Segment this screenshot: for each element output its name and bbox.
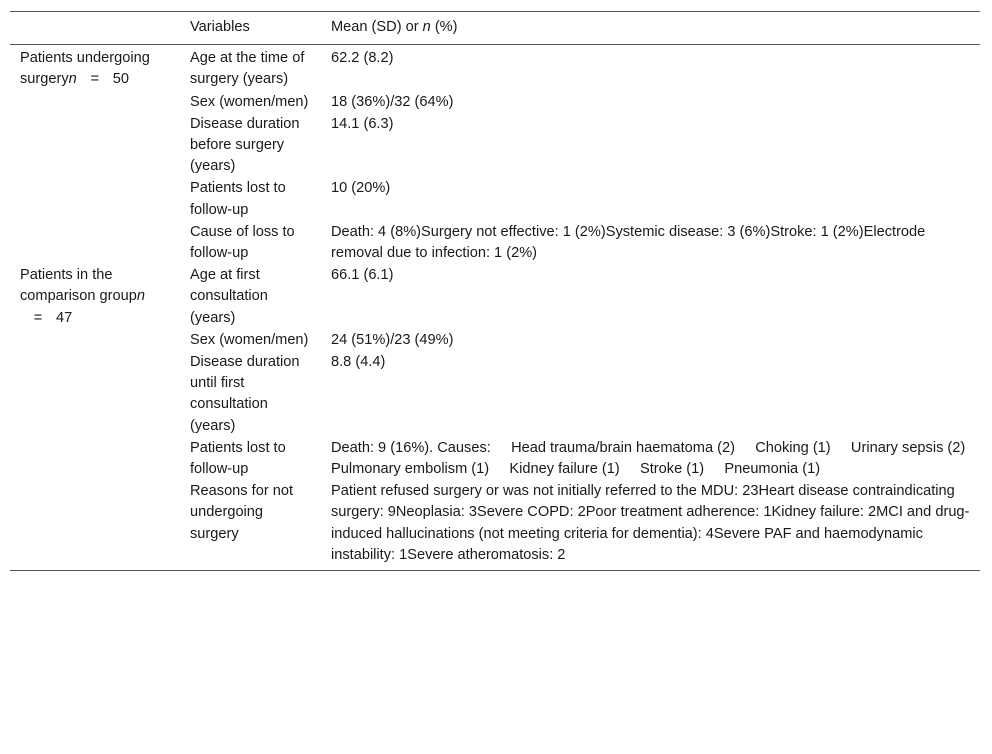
value-cell: 62.2 (8.2) (331, 50, 394, 67)
group-label-text: Patients undergoing surgery (20, 50, 150, 88)
group-equals: = (90, 71, 100, 88)
table-row (10, 264, 980, 329)
patient-characteristics-table (10, 11, 986, 571)
variable-cell: Age at the time of surgery (years) (190, 50, 305, 88)
value-cell: 14.1 (6.3) (331, 115, 394, 132)
data-table-container (10, 11, 986, 571)
value-cell: Death: 4 (8%)Surgery not effective: 1 (2%)Systemic disease: 3 (6%)Stroke: 1 (2%)Electrode removal due to infection: 1 (2%) (331, 223, 926, 262)
variable-cell: Cause of loss to follow-up (190, 223, 295, 262)
table-header (10, 12, 980, 45)
table-row (10, 45, 980, 91)
variable-cell: Disease duration before surgery (years) (190, 115, 300, 175)
variable-cell: Sex (women/men) (190, 93, 309, 110)
group-label-text: Patients in the comparison group (20, 267, 137, 305)
group-n-value: 47 (56, 309, 73, 326)
variable-cell: Reasons for not undergoing surgery (190, 483, 294, 542)
header-mean-text: Mean (SD) or (331, 19, 423, 35)
value-cell: Patient refused surgery or was not initially referred to the MDU: 23Heart disease contraindicating surgery: 9Neoplasia: 3Severe COPD: 2Poor treatment adherence: 1Kidney failure: 2MCI and drug-induced hallucinations (not meeting criteria for dementia): 4Severe PAF and haemodynamic instability: 1Severe atheromatosis: 2 (331, 483, 970, 563)
header-variables: Variables (190, 19, 250, 35)
value-cell: Death: 9 (16%). Causes: Head trauma/brain haematoma (2) Choking (1) Urinary sepsis (2) Pulmonary embolism (1) Kidney failure (1) Stroke (1) Pneumonia (1) (331, 439, 986, 478)
group-label-comparison (10, 264, 180, 570)
group-n-italic: n (68, 71, 77, 88)
group-n-italic: n (136, 288, 145, 305)
variable-cell: Patients lost to follow-up (190, 439, 286, 478)
group-n-value: 50 (112, 71, 130, 88)
variable-cell: Patients lost to follow-up (190, 180, 286, 218)
variable-cell: Disease duration until first consultation (years) (190, 354, 300, 434)
variable-cell: Age at first consultation (years) (190, 267, 268, 326)
variable-cell: Sex (women/men) (190, 331, 309, 348)
group-equals: = (33, 309, 43, 326)
group-label-surgery (10, 45, 180, 265)
value-cell: 24 (51%)/23 (49%) (331, 331, 454, 348)
value-cell: 18 (36%)/32 (64%) (331, 93, 454, 110)
table-body (10, 45, 986, 571)
header-mean-sd (321, 12, 980, 45)
header-percent-text: (%) (430, 19, 458, 35)
value-cell: 10 (20%) (331, 180, 391, 197)
header-row (10, 12, 980, 45)
header-n-italic: n (422, 19, 431, 35)
value-cell: 66.1 (6.1) (331, 267, 394, 284)
header-group-cell (10, 12, 180, 45)
value-cell: 8.8 (4.4) (331, 354, 386, 371)
